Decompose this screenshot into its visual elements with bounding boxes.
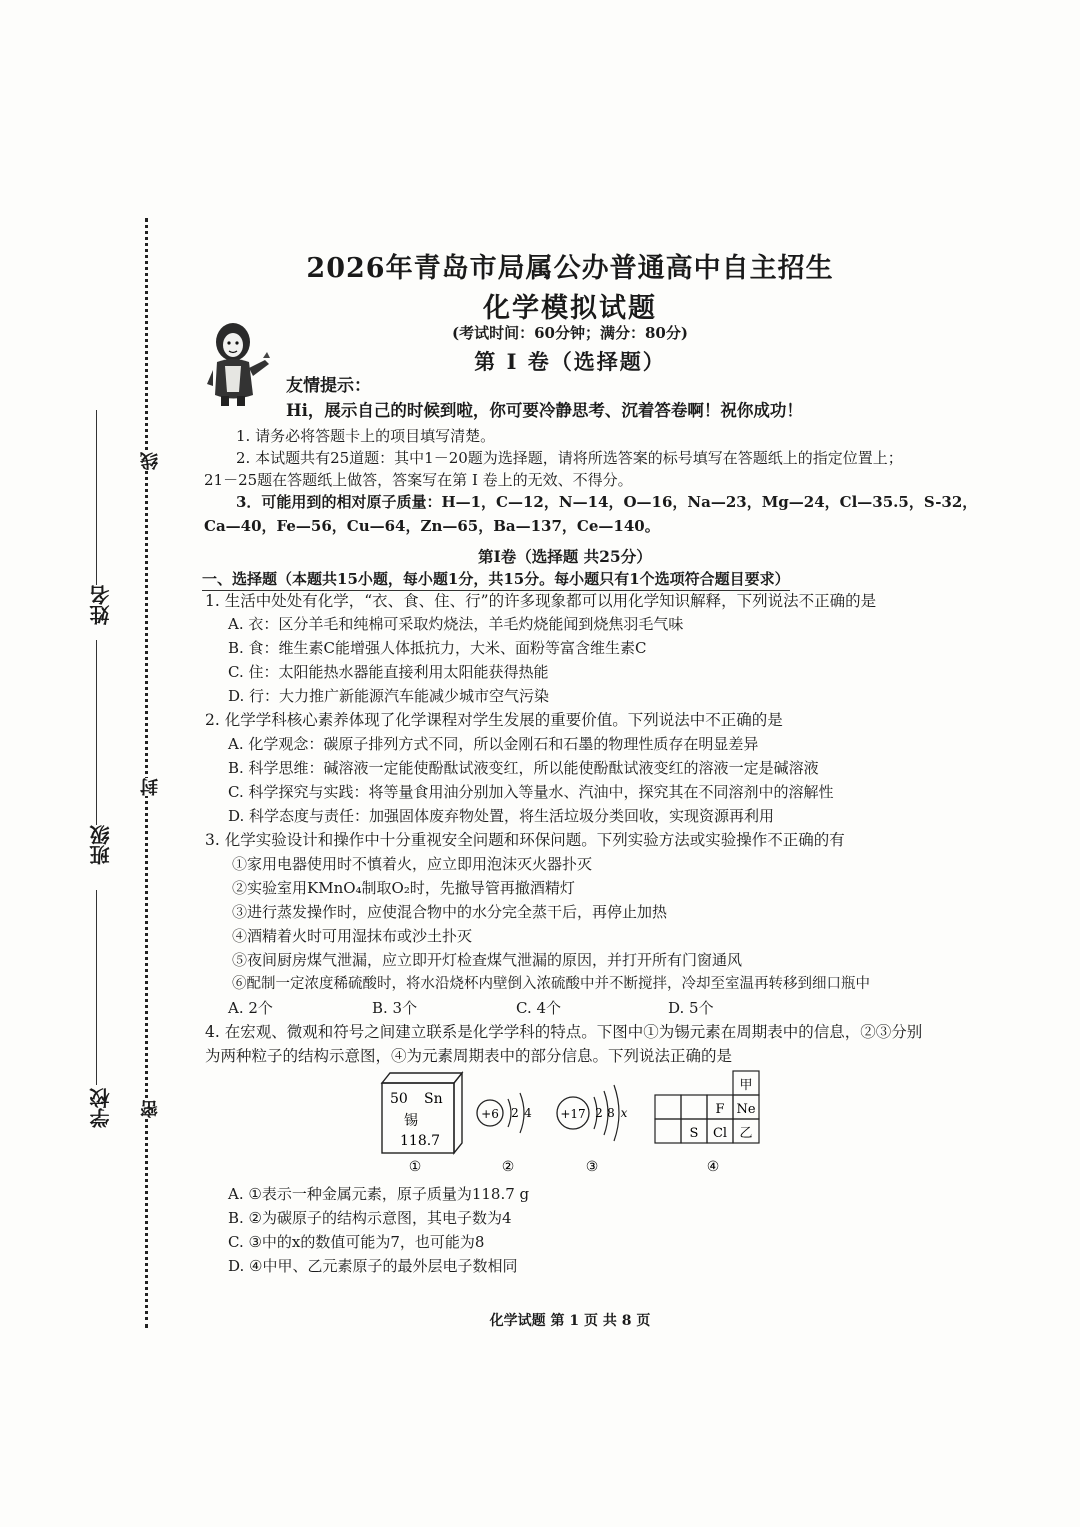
name-blank-line — [96, 410, 97, 585]
figure-label-3: ③ — [585, 1159, 599, 1175]
hint-item-2b: 21－25题在答题纸上做答，答案写在第 I 卷上的无效、不得分。 — [204, 471, 633, 489]
q2-option-b: B. 科学思维：碱溶液一定能使酚酞试液变红，所以能使酚酞试液变红的溶液一定是碱溶液 — [228, 759, 819, 777]
q3-choice-c: C. 4个 — [516, 999, 562, 1017]
section-heading-text: 一、选择题（本题共15小题，每小题1分，共15分。每小题只有1个选项符合题目要求） — [202, 570, 790, 591]
q1-option-c: C. 住：太阳能热水器能直接利用太阳能获得热能 — [228, 663, 549, 681]
part-title: 第 I 卷（选择题） — [474, 349, 666, 374]
exam-info: (考试时间：60分钟；满分：80分) — [452, 324, 688, 342]
atom2-shell-1: 2 — [511, 1106, 519, 1120]
tin-symbol: Sn — [424, 1091, 443, 1107]
q3-item-4: ④酒精着火时可用湿抹布或沙土扑灭 — [232, 927, 473, 945]
atom2-shell-2: 4 — [524, 1106, 532, 1120]
q3-item-1: ①家用电器使用时不慎着火，应立即用泡沫灭火器扑灭 — [232, 855, 593, 873]
table-cell-ne: Ne — [736, 1102, 756, 1117]
exam-title: 2026年青岛市局属公办普通高中自主招生 — [306, 253, 834, 284]
name-label: 姓名 — [89, 585, 113, 625]
page-footer: 化学试题 第 1 页 共 8 页 — [489, 1313, 651, 1329]
table-cell-yi: 乙 — [739, 1126, 753, 1141]
q1-stem: 1. 生活中处处有化学，“衣、食、住、行”的许多现象都可以用化学知识解释，下列说法不正确的是 — [205, 592, 877, 610]
atom3-shell-3: x — [620, 1106, 628, 1120]
q2-option-a: A. 化学观念：碳原子排列方式不同，所以金刚石和石墨的物理性质存在明显差异 — [228, 735, 759, 753]
q4-stem-1: 4. 在宏观、微观和符号之间建立联系是化学学科的特点。下图中①为锡元素在周期表中的信息，②③分别 — [205, 1023, 923, 1041]
section-heading — [202, 568, 790, 590]
q4-option-b: B. ②为碳原子的结构示意图，其电子数为4 — [228, 1209, 512, 1227]
table-cell-f: F — [715, 1102, 725, 1117]
q3-choice-a: A. 2个 — [228, 999, 273, 1017]
class-blank-line — [96, 640, 97, 825]
q3-choice-b: B. 3个 — [372, 999, 418, 1017]
q4-figure — [370, 1065, 770, 1180]
atom2-nucleus: +6 — [481, 1107, 499, 1121]
q4-option-c: C. ③中的x的数值可能为7，也可能为8 — [228, 1233, 485, 1251]
atom3-nucleus: +17 — [560, 1107, 586, 1121]
seal-char-seal: 封 — [138, 778, 164, 796]
mascot-illustration — [203, 320, 275, 408]
figure-label-4: ④ — [706, 1159, 720, 1175]
hint-item-3b: Ca—40，Fe—56，Cu—64，Zn—65，Ba—137，Ce—140。 — [204, 517, 660, 535]
q1-option-d: D. 行：大力推广新能源汽车能减少城市空气污染 — [228, 687, 550, 705]
q1-option-a: A. 衣：区分羊毛和纯棉可采取灼烧法，羊毛灼烧能闻到烧焦羽毛气味 — [228, 615, 684, 633]
atom3-shell-1: 2 — [595, 1106, 603, 1120]
school-label: 学校 — [89, 1088, 113, 1128]
q3-item-6: ⑥配制一定浓度稀硫酸时，将水沿烧杯内壁倒入浓硫酸中并不断搅拌，冷却至室温再转移到细口瓶中 — [232, 976, 870, 992]
tin-number: 50 — [390, 1091, 408, 1107]
exam-subtitle: 化学模拟试题 — [483, 293, 657, 324]
table-cell-cl: Cl — [712, 1126, 728, 1141]
q2-stem: 2. 化学学科核心素养体现了化学课程对学生发展的重要价值。下列说法中不正确的是 — [205, 711, 783, 729]
atom-diagram-2 — [477, 1093, 532, 1133]
seal-char-secret: 密 — [138, 1100, 164, 1118]
school-blank-line — [96, 890, 97, 1085]
q3-stem: 3. 化学实验设计和操作中十分重视安全问题和环保问题。下列实验方法或实验操作不正确的有 — [205, 831, 845, 849]
hint-item-3a: 3．可能用到的相对原子质量：H—1，C—12，N—14，O—16，Na—23，Mg—24，Cl—35.5，S-32， — [236, 493, 978, 511]
q3-choice-d: D. 5个 — [668, 999, 714, 1017]
class-label: 班级 — [89, 825, 113, 865]
q2-option-d: D. 科学态度与责任：加强固体废弃物处置，将生活垃圾分类回收，实现资源再利用 — [228, 807, 775, 825]
q4-option-a: A. ①表示一种金属元素，原子质量为118.7 g — [228, 1185, 530, 1203]
hint-main: Hi，展示自己的时候到啦，你可要冷静思考、沉着答卷啊！祝你成功！ — [286, 401, 803, 420]
hint-item-2a: 2. 本试题共有25道题：其中1－20题为选择题，请将所选答案的标号填写在答题纸上的指定位置上； — [236, 449, 903, 467]
hint-heading: 友情提示： — [286, 376, 371, 396]
table-cell-s: S — [689, 1126, 699, 1141]
figure-label-2: ② — [501, 1159, 515, 1175]
section-title: 第I卷（选择题 共25分） — [478, 547, 652, 566]
binding-dotted-line — [145, 218, 148, 1328]
q3-item-3: ③进行蒸发操作时，应使混合物中的水分完全蒸干后，再停止加热 — [232, 903, 668, 921]
figure-label-1: ① — [408, 1159, 422, 1175]
q1-option-b: B. 食：维生素C能增强人体抵抗力，大米、面粉等富含维生素C — [228, 639, 647, 657]
q3-item-2: ②实验室用KMnO₄制取O₂时，先撤导管再撤酒精灯 — [232, 879, 575, 897]
tin-name: 锡 — [404, 1113, 418, 1129]
tin-mass: 118.7 — [400, 1133, 441, 1149]
hint-item-1: 1. 请务必将答题卡上的项目填写清楚。 — [236, 427, 496, 445]
atom3-shell-2: 8 — [607, 1106, 615, 1120]
table-cell-jia: 甲 — [739, 1078, 753, 1093]
q4-option-d: D. ④中甲、乙元素原子的最外层电子数相同 — [228, 1257, 518, 1275]
q2-option-c: C. 科学探究与实践：将等量食用油分别加入等量水、汽油中，探究其在不同溶剂中的溶解性 — [228, 783, 834, 801]
atom-diagram-3 — [557, 1085, 628, 1141]
q3-item-5: ⑤夜间厨房煤气泄漏，应立即开灯检查煤气泄漏的原因，并打开所有门窗通风 — [232, 951, 743, 969]
tin-element-card — [382, 1073, 462, 1153]
seal-char-line: 线 — [138, 452, 164, 470]
q4-stem-2: 为两种粒子的结构示意图，④为元素周期表中的部分信息。下列说法正确的是 — [205, 1047, 733, 1065]
